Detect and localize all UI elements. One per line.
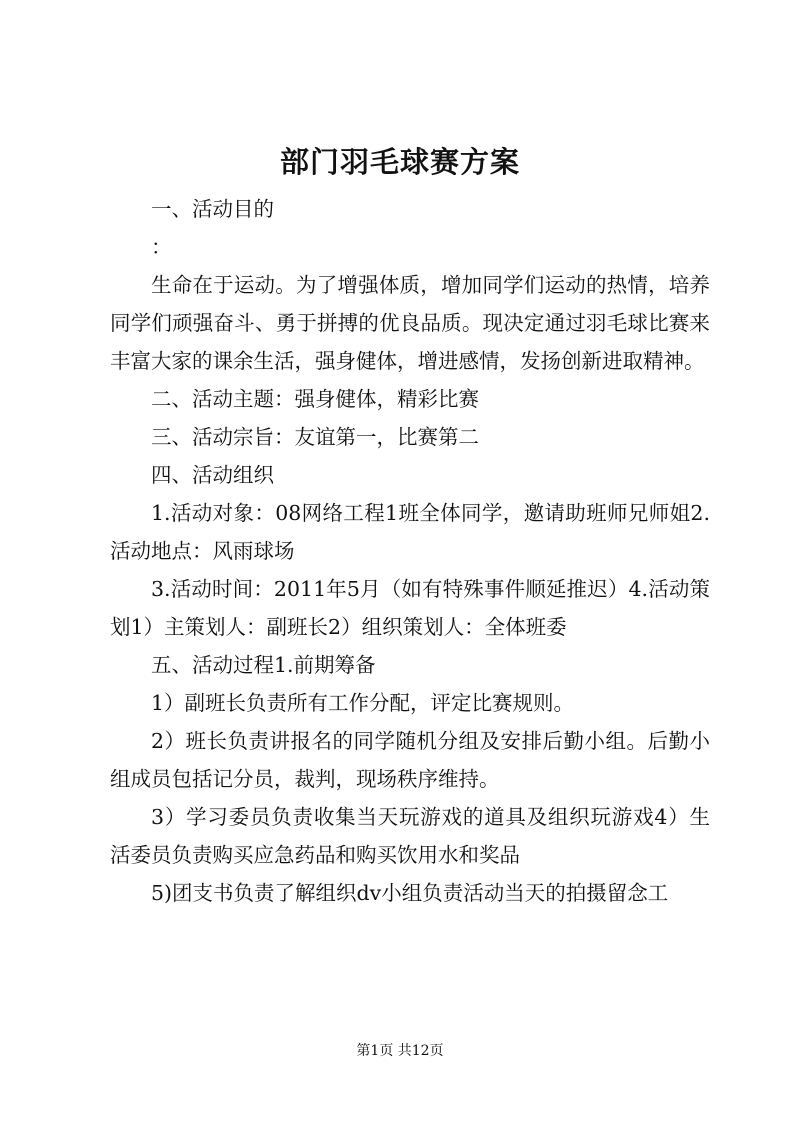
paragraph-colon: ： [151,235,172,259]
paragraph-time-planning: 3.活动时间：2011年5月（如有特殊事件顺延推迟）4.活动策划1）主策划人：副班长2）组织策划人：全体班委 [110,577,710,639]
paragraph-item-3-4: 3）学习委员负责收集当天玩游戏的道具及组织玩游戏4）生活委员负责购买应急药品和购买饮用水和奖品 [110,805,710,867]
section-heading-principle: 三、活动宗旨：友谊第一，比赛第二 [151,425,479,449]
document-title: 部门羽毛球赛方案 [279,145,520,179]
page-footer: 第1页 共12页 [356,1043,444,1059]
paragraph-item-2: 2）班长负责讲报名的同学随机分组及安排后勤小组。后勤小组成员包括记分员，裁判，现场秩序维持。 [110,729,710,791]
document-body [110,190,710,912]
paragraph-item-1: 1）副班长负责所有工作分配，评定比赛规则。 [151,691,575,715]
paragraph-item-5: 5)团支书负责了解组织dv小组负责活动当天的拍摄留念工 [151,881,669,905]
paragraph-target-location: 1.活动对象：08网络工程1班全体同学，邀请助班师兄师姐2.活动地点：风雨球场 [110,501,710,563]
section-heading-theme: 二、活动主题：强身健体，精彩比赛 [151,387,479,411]
section-heading-process: 五、活动过程1.前期筹备 [151,653,376,677]
section-heading-purpose: 一、活动目的 [151,197,274,221]
paragraph-purpose-text: 生命在于运动。为了增强体质，增加同学们运动的热情，培养同学们顽强奋斗、勇于拼搏的优良品质。现决定通过羽毛球比赛来丰富大家的课余生活，强身健体，增进感情，发扬创新进取精神。 [110,273,710,373]
section-heading-organization: 四、活动组织 [151,463,274,487]
